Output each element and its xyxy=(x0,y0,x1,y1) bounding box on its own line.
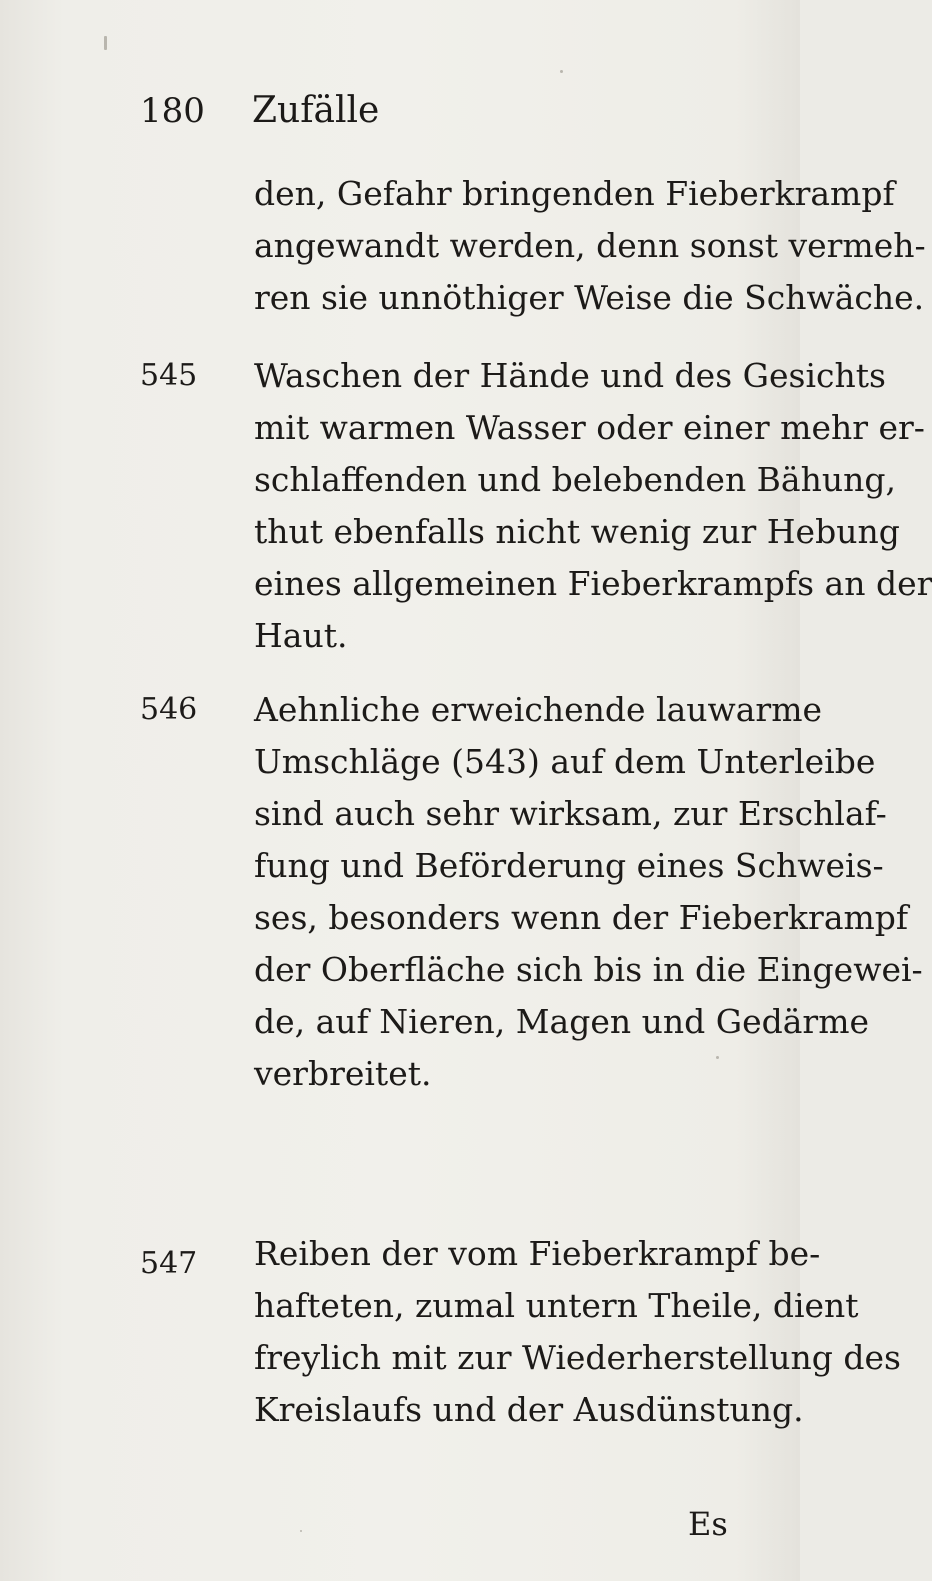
text-line: verbreitet. xyxy=(254,1054,432,1093)
text-line: thut ebenfalls nicht wenig zur Hebung xyxy=(254,512,900,551)
text-line: Haut. xyxy=(254,616,348,655)
paragraph-number: 545 xyxy=(140,358,198,393)
text-line: eines allgemeinen Fieberkrampfs an der xyxy=(254,564,932,603)
paragraph-number: 547 xyxy=(140,1246,198,1281)
text-line: mit warmen Wasser oder einer mehr er- xyxy=(254,408,925,447)
text-line: der Oberfläche sich bis in die Eingewei- xyxy=(254,950,923,989)
text-line: sind auch sehr wirksam, zur Erschlaf- xyxy=(254,794,887,833)
text-line: hafteten, zumal untern Theile, dient xyxy=(254,1286,859,1325)
paragraph-number: 546 xyxy=(140,692,198,727)
text-line: schlaffenden und belebenden Bähung, xyxy=(254,460,896,499)
paper-speck xyxy=(716,1056,719,1059)
text-line: Kreislaufs und der Ausdünstung. xyxy=(254,1390,804,1429)
text-line: fung und Beförderung eines Schweis- xyxy=(254,846,884,885)
paper-speck xyxy=(560,70,563,73)
text-line: de, auf Nieren, Magen und Gedärme xyxy=(254,1002,870,1041)
text-line: freylich mit zur Wiederherstellung des xyxy=(254,1338,901,1377)
text-line: Umschläge (543) auf dem Unterleibe xyxy=(254,742,876,781)
text-line: Reiben der vom Fieberkrampf be- xyxy=(254,1234,821,1273)
page-header xyxy=(140,86,660,136)
text-line: ses, besonders wenn der Fieberkrampf xyxy=(254,898,909,937)
catchword: Es xyxy=(688,1505,728,1543)
page-number: 180 xyxy=(140,91,205,131)
running-head: Zufälle xyxy=(252,90,380,131)
text-line: den, Gefahr bringenden Fieberkrampf xyxy=(254,174,895,213)
text-line: Waschen der Hände und des Gesichts xyxy=(254,356,886,395)
text-line: Aehnliche erweichende lauwarme xyxy=(254,690,823,729)
text-line: ren sie unnöthiger Weise die Schwäche. xyxy=(254,278,925,317)
text-line: angewandt werden, denn sonst vermeh- xyxy=(254,226,926,265)
paper-speck xyxy=(104,36,107,50)
paper-speck xyxy=(300,1530,302,1532)
